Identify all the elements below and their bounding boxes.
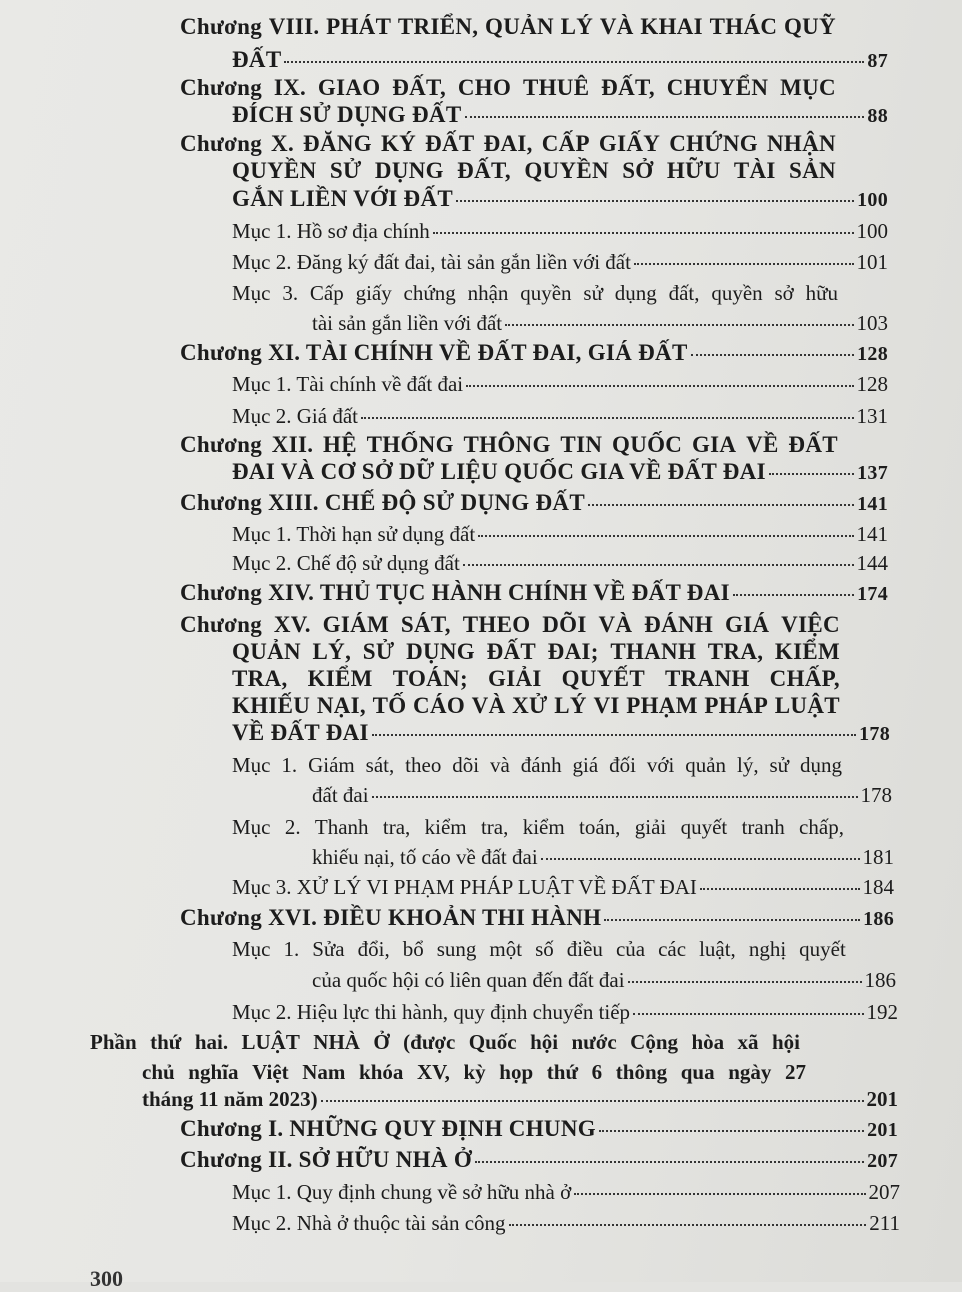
word: Ở <box>373 1030 390 1054</box>
toc-entry-title: Chương XI. TÀI CHÍNH VỀ ĐẤT ĐAI, GIÁ ĐẤT <box>180 340 688 365</box>
word: ĐĂNG <box>303 131 372 156</box>
word: Chương <box>180 75 263 100</box>
leader-dots <box>284 61 864 63</box>
word: giải <box>634 815 667 839</box>
toc-entry[interactable] <box>232 551 888 576</box>
toc-entry-title: ĐẤT <box>232 47 282 72</box>
word: QUYỀN <box>524 158 609 183</box>
word: sở <box>774 281 794 305</box>
word: 3. <box>282 281 299 305</box>
toc-entry[interactable] <box>180 1116 898 1142</box>
word: họp <box>499 1060 534 1084</box>
toc-page-number: 101 <box>856 250 888 274</box>
word: THÔNG <box>463 432 551 457</box>
toc-entry[interactable] <box>312 845 894 870</box>
word: Cấp <box>309 281 344 305</box>
toc-entry-title: Mục 2. Đăng ký đất đai, tài sản gắn liền với đất <box>232 250 631 274</box>
toc-entry[interactable] <box>232 522 888 547</box>
word: điều <box>566 937 603 961</box>
word: thứ <box>150 1030 182 1054</box>
footer-page-number: 300 <box>90 1266 123 1291</box>
leader-dots <box>628 981 862 983</box>
word: Nam <box>302 1060 346 1084</box>
toc-entry[interactable] <box>232 219 888 244</box>
leader-dots <box>475 1161 864 1163</box>
word: nhận <box>467 281 509 305</box>
word: Chương <box>180 432 263 457</box>
word: TIN <box>560 432 603 457</box>
toc-page-number: 103 <box>856 311 888 335</box>
word: sử <box>583 281 603 305</box>
word: 1. <box>283 937 300 961</box>
word: quyền <box>711 281 763 305</box>
word: CHẤP, <box>769 666 840 691</box>
word: hòa <box>691 1030 725 1054</box>
word: ĐÁNH <box>644 612 714 637</box>
leader-dots <box>372 734 856 736</box>
word: NẠI, <box>316 693 366 718</box>
word: dụng <box>614 281 657 305</box>
word: TRANH <box>665 666 750 691</box>
word: LÝ <box>554 693 587 718</box>
word: của <box>615 937 646 961</box>
word: QUỐC <box>612 432 683 457</box>
toc-page-number: 100 <box>857 189 888 211</box>
word: ngày <box>728 1060 772 1084</box>
toc-entry-line <box>90 1030 800 1055</box>
toc-entry-title: Mục 2. Giá đất <box>232 404 358 428</box>
word: TỐ <box>372 693 407 718</box>
leader-dots <box>509 1224 867 1226</box>
word: KIỂM <box>774 639 840 664</box>
toc-entry-title: khiếu nại, tố cáo về đất đai <box>312 845 538 869</box>
word: giấy <box>355 281 392 305</box>
toc-page-number: 211 <box>869 1211 900 1235</box>
toc-entry-title: Mục 2. Hiệu lực thi hành, quy định chuyển tiếp <box>232 1000 631 1024</box>
toc-entry-line <box>232 158 836 184</box>
word: VÀ <box>598 612 633 637</box>
toc-entry[interactable] <box>232 1000 898 1025</box>
toc-entry[interactable] <box>142 1087 898 1112</box>
word: qua <box>680 1060 715 1084</box>
toc-page-number: 128 <box>856 372 888 396</box>
word: Quốc <box>468 1030 517 1054</box>
toc-entry[interactable] <box>180 340 888 366</box>
word: quyền <box>520 281 572 305</box>
leader-dots <box>361 417 854 419</box>
toc-entry[interactable] <box>232 372 888 397</box>
word: theo <box>405 753 442 777</box>
toc-entry-title: Chương II. SỞ HỮU NHÀ Ở <box>180 1147 473 1172</box>
word: KÝ <box>380 131 417 156</box>
toc-entry[interactable] <box>232 186 888 212</box>
leader-dots <box>574 1193 865 1195</box>
word: THUÊ <box>522 75 590 100</box>
leader-dots <box>691 354 855 356</box>
word: một <box>489 937 523 961</box>
word: thứ <box>546 1060 579 1084</box>
toc-entry-title: của quốc hội có liên quan đến đất đai <box>312 968 625 992</box>
toc-entry-title: ĐAI VÀ CƠ SỞ DỮ LIỆU QUỐC GIA VỀ ĐẤT ĐAI <box>232 459 766 484</box>
leader-dots <box>634 263 854 265</box>
toc-page-number: 100 <box>856 219 888 243</box>
word: ĐẤT, <box>457 158 511 183</box>
toc-entry[interactable] <box>180 905 894 931</box>
word: Chương <box>180 131 263 156</box>
toc-entry[interactable] <box>312 968 896 993</box>
toc-page-number: 178 <box>860 783 892 807</box>
word: TOÁN; <box>392 666 468 691</box>
word: ĐẤT <box>788 432 838 457</box>
toc-entry-title: Mục 1. Hồ sơ địa chính <box>232 219 430 243</box>
word: QUẢN <box>485 14 554 39</box>
toc-entry[interactable] <box>232 875 894 900</box>
toc-entry-title: Mục 2. Nhà ở thuộc tài sản công <box>232 1211 506 1235</box>
word: quyết <box>680 815 728 839</box>
toc-page-number: 131 <box>856 404 888 428</box>
word: đánh <box>520 753 562 777</box>
word: (được <box>403 1030 456 1054</box>
toc-page-number: 201 <box>867 1119 898 1141</box>
word: SỬ <box>362 639 395 664</box>
leader-dots <box>456 200 854 202</box>
word: TÀI <box>733 158 776 183</box>
word: 2. <box>284 815 301 839</box>
word: sát, <box>365 753 395 777</box>
toc-entry[interactable] <box>232 459 888 485</box>
word: sử <box>769 753 790 777</box>
word: PHẠM <box>626 693 698 718</box>
word: TRA, <box>707 639 764 664</box>
leader-dots <box>433 232 854 234</box>
toc-entry-title: Mục 1. Quy định chung về sở hữu nhà ở <box>232 1180 572 1204</box>
word: QUẢN <box>232 639 301 664</box>
word: chấp, <box>799 815 844 839</box>
toc-page-number: 128 <box>857 343 888 365</box>
word: chứng <box>403 281 456 305</box>
word: SỞ <box>622 158 654 183</box>
toc-entry-title: tháng 11 năm 2023) <box>142 1087 318 1111</box>
leader-dots <box>599 1130 864 1132</box>
word: QUYỀN <box>232 158 317 183</box>
word: Giám <box>308 753 355 777</box>
toc-entry[interactable] <box>180 580 888 606</box>
word: ĐẤT, <box>601 75 655 100</box>
word: Cộng <box>630 1030 679 1054</box>
toc-entry[interactable] <box>180 1147 898 1173</box>
word: hai. <box>194 1030 229 1054</box>
toc-page-number: 184 <box>862 875 894 899</box>
word: ĐAI, <box>483 131 533 156</box>
word: LUẬT <box>774 693 840 718</box>
toc-page-number: 144 <box>856 551 888 575</box>
word: SÁT, <box>400 612 451 637</box>
word: quản <box>685 753 727 777</box>
word: VIII. <box>268 14 320 39</box>
word: lý, <box>736 753 759 777</box>
word: CẤP <box>541 131 590 156</box>
leader-dots <box>505 324 853 326</box>
word: kiểm <box>522 815 565 839</box>
toc-page-number: 137 <box>857 462 888 484</box>
toc-entry-title: Mục 3. XỬ LÝ VI PHẠM PHÁP LUẬT VỀ ĐẤT ĐAI <box>232 875 697 899</box>
leader-dots <box>733 594 854 596</box>
word: đất, <box>668 281 700 305</box>
leader-dots <box>321 1100 864 1102</box>
toc-entry-title: ĐÍCH SỬ DỤNG ĐẤT <box>232 102 462 127</box>
word: ĐẤT, <box>392 75 447 100</box>
toc-entry[interactable] <box>232 404 888 429</box>
word: KHIẾU <box>232 693 311 718</box>
leader-dots <box>541 858 860 860</box>
leader-dots <box>588 504 854 506</box>
word: Mục <box>232 753 271 777</box>
word: sung <box>436 937 477 961</box>
toc-entry-line <box>142 1060 806 1085</box>
word: HỆ <box>323 432 357 457</box>
word: THỐNG <box>366 432 454 457</box>
word: thông <box>615 1060 668 1084</box>
toc-entry-line <box>232 937 846 962</box>
toc-entry-line <box>232 281 838 306</box>
toc-page-number: 88 <box>867 105 888 127</box>
toc-entry-line <box>232 815 844 840</box>
word: GIÁ <box>724 612 770 637</box>
toc-entry-line <box>232 639 840 665</box>
word: 27 <box>785 1060 806 1084</box>
word: với <box>646 753 675 777</box>
word: CHUYỂN <box>666 75 769 100</box>
toc-entry-title: Mục 1. Tài chính về đất đai <box>232 372 464 396</box>
leader-dots <box>372 796 858 798</box>
word: đối <box>609 753 636 777</box>
word: tra, <box>382 815 411 839</box>
toc-page-number: 181 <box>862 845 894 869</box>
toc-entry-line <box>232 693 840 719</box>
toc-entry[interactable] <box>232 102 888 128</box>
leader-dots <box>700 888 860 890</box>
word: LUẬT <box>241 1030 300 1054</box>
word: khóa <box>359 1060 404 1084</box>
toc-page-number: 141 <box>857 493 888 515</box>
toc-entry-title: Chương XIV. THỦ TỤC HÀNH CHÍNH VỀ ĐẤT ĐAI <box>180 580 730 605</box>
word: kiểm <box>424 815 467 839</box>
toc-page-number: 192 <box>866 1000 898 1024</box>
word: số <box>535 937 554 961</box>
word: VÀ <box>599 14 634 39</box>
word: Sửa <box>312 937 345 961</box>
leader-dots <box>769 473 854 475</box>
toc-page-number: 207 <box>868 1180 900 1204</box>
word: XII. <box>271 432 314 457</box>
toc-entry[interactable] <box>232 47 888 73</box>
toc-entry-title: GẮN LIỀN VỚI ĐẤT <box>232 186 453 211</box>
toc-entry-title: đất đai <box>312 783 369 807</box>
word: hội <box>771 1030 800 1054</box>
toc-entry[interactable] <box>232 250 888 275</box>
word: ĐẤT <box>425 131 475 156</box>
word: CHO <box>457 75 512 100</box>
word: DỤNG <box>374 158 444 183</box>
word: Phần <box>90 1030 137 1054</box>
word: bổ <box>402 937 424 961</box>
toc-entry-line <box>180 612 840 638</box>
word: XV. <box>273 612 311 637</box>
word: nghĩa <box>188 1060 239 1084</box>
word: ĐẤT <box>486 639 537 664</box>
toc-entry-line <box>180 131 836 157</box>
word: Mục <box>232 281 271 305</box>
word: tra, <box>480 815 509 839</box>
toc-page-number: 174 <box>857 583 888 605</box>
word: CHỨNG <box>669 131 758 156</box>
toc-entry-line <box>180 14 836 40</box>
word: nước <box>571 1030 617 1054</box>
toc-entry[interactable] <box>312 783 892 808</box>
word: XV, <box>417 1060 450 1084</box>
toc-entry-title: VỀ ĐẤT ĐAI <box>232 720 369 745</box>
word: Mục <box>232 937 271 961</box>
word: DỤNG <box>406 639 475 664</box>
toc-entry-title: Mục 2. Chế độ sử dụng đất <box>232 551 460 575</box>
toc-entry-line <box>180 75 836 101</box>
leader-dots <box>604 919 860 921</box>
word: luật, <box>699 937 736 961</box>
word: QUYẾT <box>561 666 645 691</box>
toc-page-number: 207 <box>867 1150 898 1172</box>
word: IX. <box>273 75 307 100</box>
toc-entry-title: Mục 1. Thời hạn sử dụng đất <box>232 522 476 546</box>
word: THANH <box>610 639 697 664</box>
word: X. <box>271 131 295 156</box>
toc-entry[interactable] <box>232 1180 900 1205</box>
word: các <box>658 937 687 961</box>
toc-entry-line <box>180 432 838 458</box>
word: VÀ <box>471 693 506 718</box>
word: Thanh <box>314 815 369 839</box>
word: VIỆC <box>781 612 840 637</box>
leader-dots <box>463 564 854 566</box>
toc-page-number: 87 <box>867 50 888 72</box>
word: 6 <box>591 1060 603 1084</box>
word: hữu <box>805 281 838 305</box>
word: hội <box>530 1030 559 1054</box>
toc-entry-title: tài sản gắn liền với đất <box>312 311 503 335</box>
leader-dots <box>466 385 853 387</box>
toc-page-number: 186 <box>864 968 896 992</box>
word: và <box>490 753 510 777</box>
toc-entry-line <box>232 666 840 692</box>
word: THÁC <box>709 14 778 39</box>
toc-entry[interactable] <box>312 311 888 336</box>
word: THEO <box>462 612 531 637</box>
toc-page-number: 186 <box>863 908 894 930</box>
word: VỀ <box>746 432 779 457</box>
word: quyết <box>799 937 846 961</box>
toc-page-number: 178 <box>859 723 890 745</box>
word: PHÁT <box>326 14 392 39</box>
toc-page-number: 141 <box>856 522 888 546</box>
word: QUỸ <box>783 14 836 39</box>
toc-entry[interactable] <box>232 1211 900 1236</box>
word: xã <box>737 1030 759 1054</box>
toc-entry-line <box>232 753 842 778</box>
toc-entry-title: Chương XIII. CHẾ ĐỘ SỬ DỤNG ĐẤT <box>180 490 585 515</box>
toc-entry-title: Chương I. NHỮNG QUY ĐỊNH CHUNG <box>180 1116 596 1141</box>
word: tranh <box>741 815 785 839</box>
word: PHÁP <box>704 693 769 718</box>
word: CÁO <box>413 693 466 718</box>
toc-page-number: 201 <box>866 1087 898 1111</box>
word: đổi, <box>357 937 390 961</box>
word: SẢN <box>789 158 836 183</box>
leader-dots <box>478 535 853 537</box>
word: HỮU <box>666 158 721 183</box>
word: nghị <box>748 937 787 961</box>
leader-dots <box>465 116 865 118</box>
word: dụng <box>799 753 842 777</box>
word: NHÀ <box>313 1030 360 1054</box>
word: ĐAI; <box>547 639 599 664</box>
word: KIỂM <box>307 666 373 691</box>
word: MỤC <box>780 75 836 100</box>
word: TRIỂN, <box>397 14 479 39</box>
word: giá <box>572 753 599 777</box>
word: VI <box>593 693 620 718</box>
toc-entry[interactable] <box>232 720 890 746</box>
word: LÝ <box>560 14 594 39</box>
word: Chương <box>180 14 263 39</box>
word: KHAI <box>640 14 703 39</box>
word: DÕI <box>542 612 587 637</box>
word: XỬ <box>512 693 548 718</box>
word: toán, <box>579 815 621 839</box>
word: GIAO <box>317 75 381 100</box>
word: TRA, <box>232 666 288 691</box>
word: Việt <box>252 1060 289 1084</box>
word: GIẢI <box>488 666 542 691</box>
word: Mục <box>232 815 271 839</box>
word: GIẤY <box>598 131 661 156</box>
word: GIA <box>691 432 737 457</box>
leader-dots <box>633 1013 863 1015</box>
word: chủ <box>142 1060 175 1084</box>
word: SỬ <box>329 158 362 183</box>
toc-entry-title: Chương XVI. ĐIỀU KHOẢN THI HÀNH <box>180 905 602 930</box>
word: kỳ <box>463 1060 486 1084</box>
word: Chương <box>180 612 263 637</box>
word: LÝ, <box>312 639 352 664</box>
word: NHẬN <box>767 131 836 156</box>
word: 1. <box>281 753 298 777</box>
word: dõi <box>452 753 480 777</box>
word: GIÁM <box>322 612 390 637</box>
toc-entry[interactable] <box>180 490 888 516</box>
